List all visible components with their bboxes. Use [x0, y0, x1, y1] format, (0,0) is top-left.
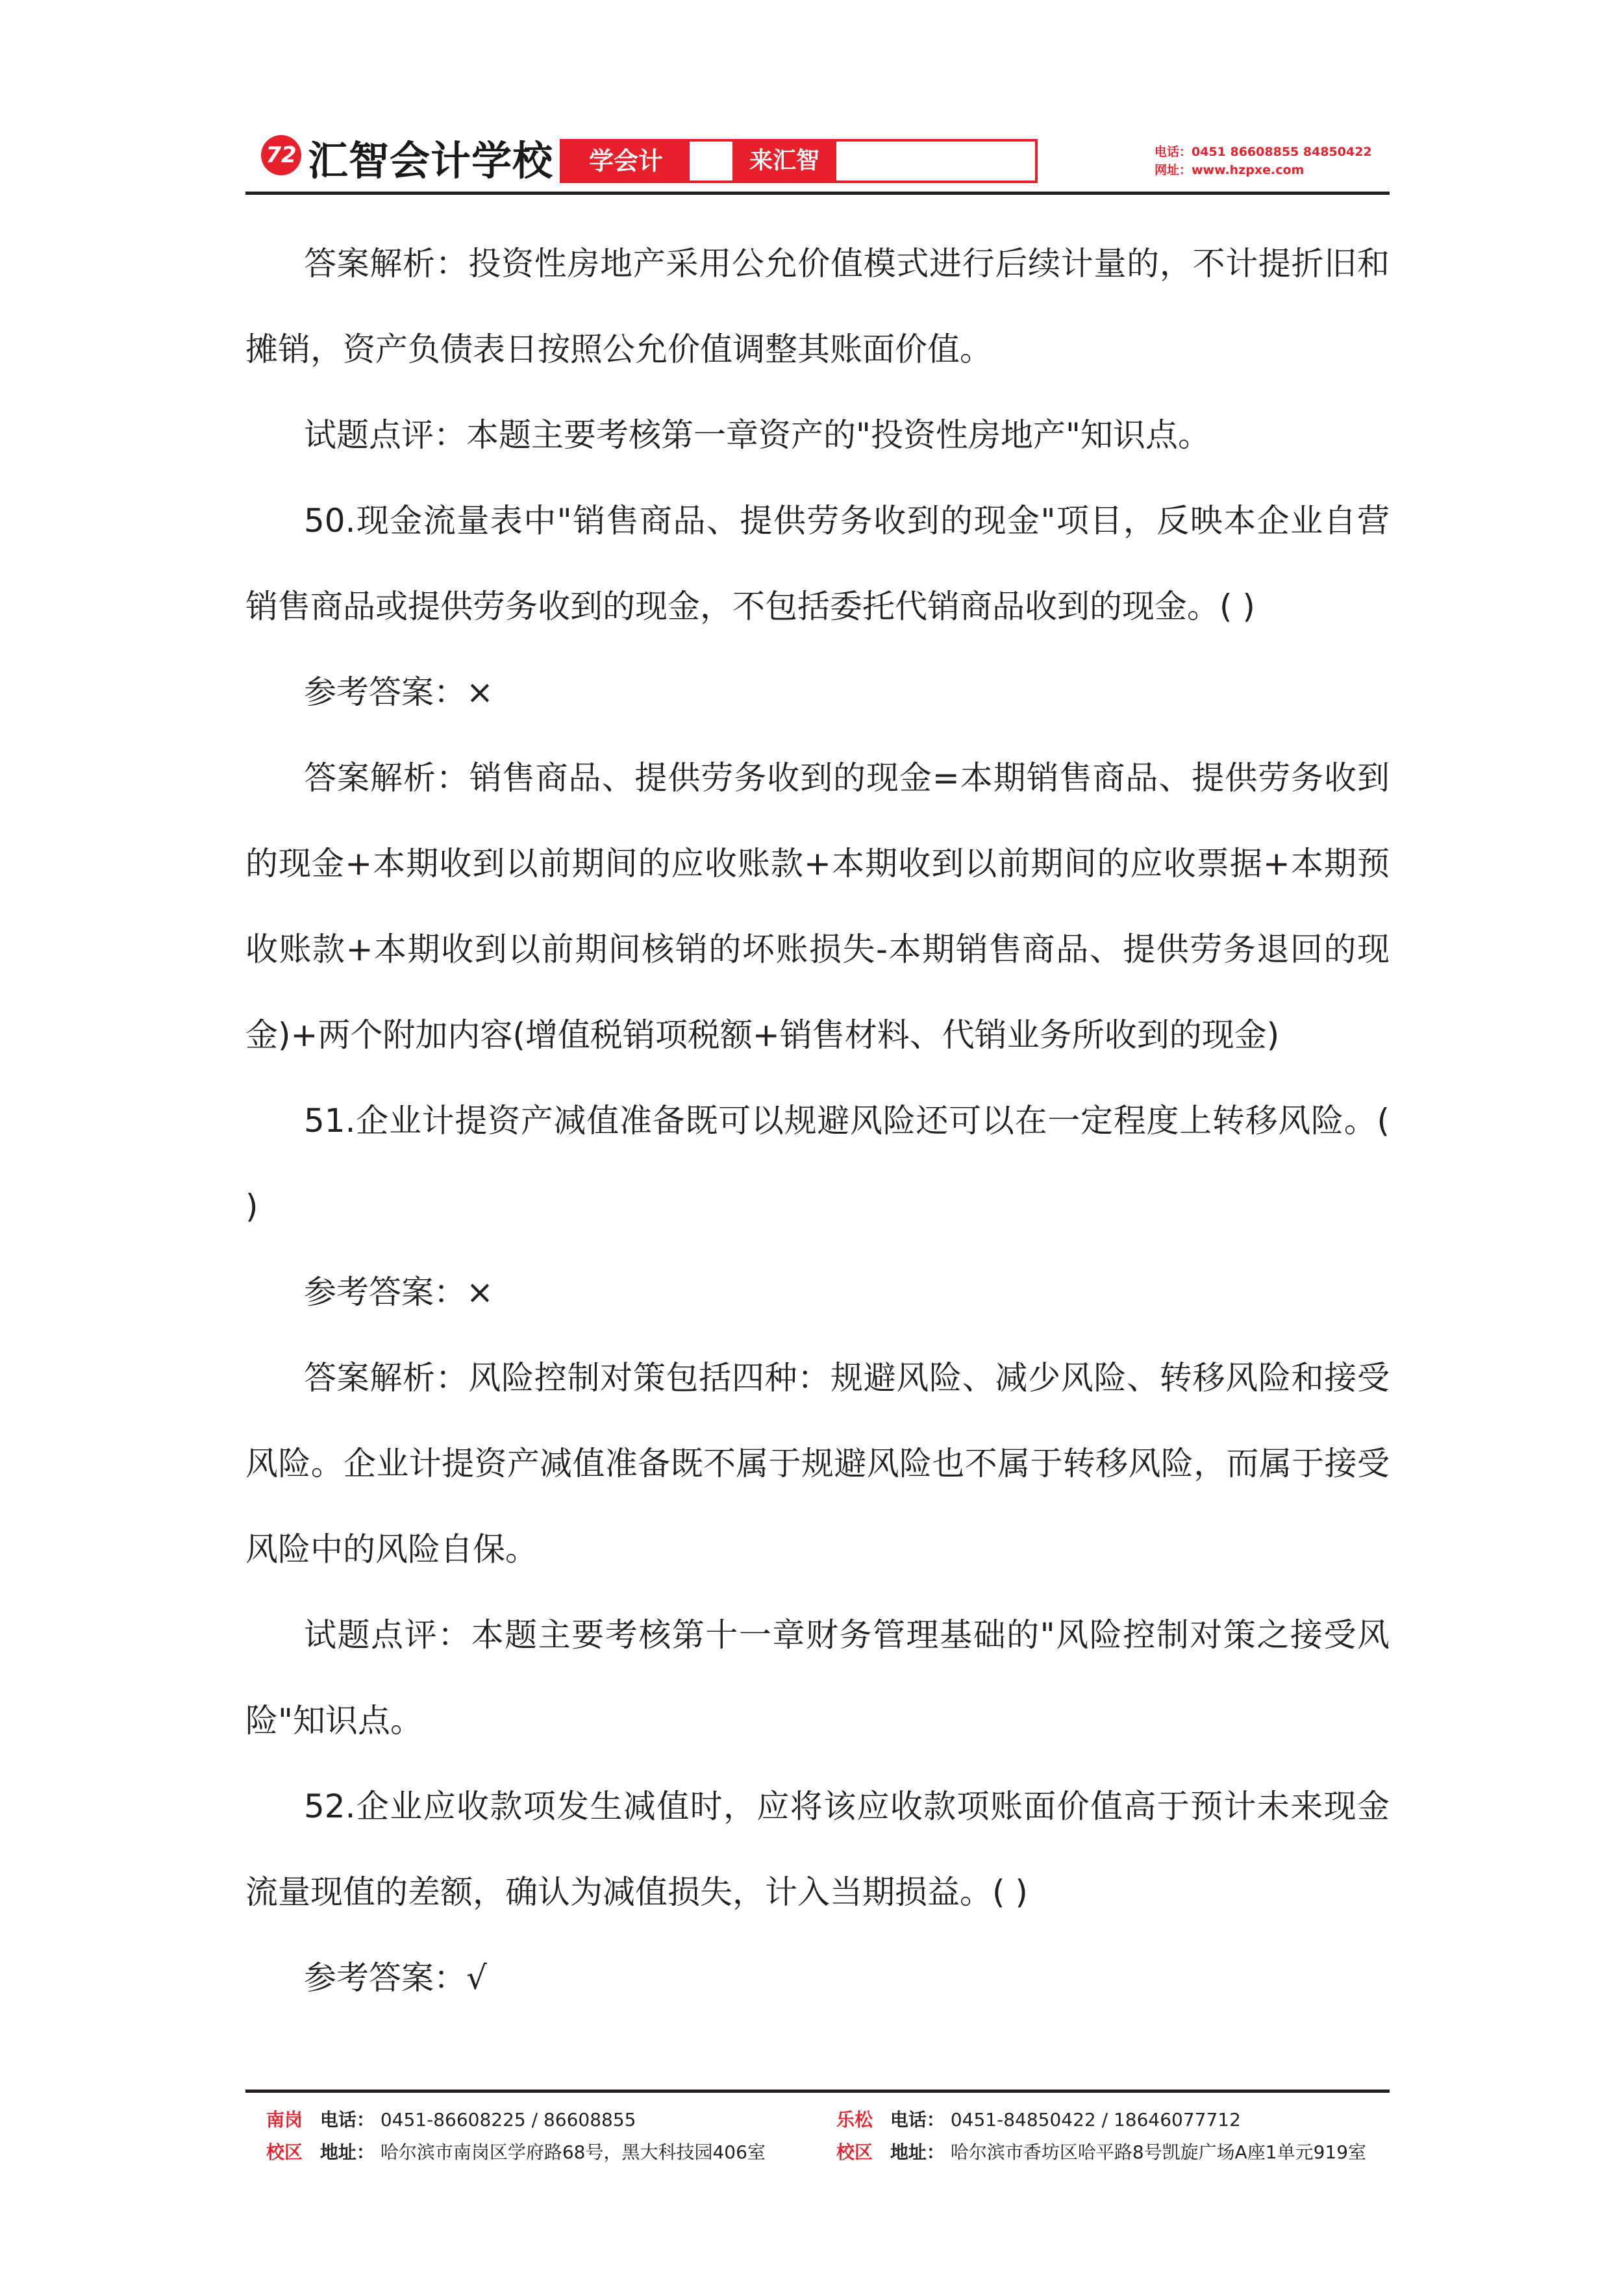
header-contact [1155, 143, 1372, 179]
footer-phone-row [836, 2104, 1366, 2136]
slogan-banner [560, 139, 1038, 183]
question-51: 51.企业计提资产减值准备既可以规避风险还可以在一定程度上转移风险。( ) [245, 1102, 1390, 1225]
school-name-logo: 汇智会计学校 [308, 137, 554, 184]
slogan-left: 学会计 [562, 142, 690, 181]
slogan-right: 来汇智 [732, 142, 836, 181]
address-text: 哈尔滨市南岗区学府路68号，黑大科技园406室 [380, 2141, 766, 2163]
question-comment-49: 试题点评：本题主要考核第一章资产的"投资性房地产"知识点。 [304, 416, 1210, 454]
phone-label: 电话： [890, 2109, 945, 2130]
footer-campus-lesong [836, 2104, 1366, 2169]
address-text: 哈尔滨市香坊区哈平路8号凯旋广场A座1单元919室 [950, 2141, 1367, 2163]
footer-divider [245, 2090, 1390, 2093]
header-phone: 电话：0451 86608855 84850422 [1155, 145, 1372, 159]
reference-answer-52: 参考答案：√ [304, 1959, 487, 1997]
answer-explanation-50: 答案解析：销售商品、提供劳务收到的现金=本期销售商品、提供劳务收到的现金+本期收到以前期间的应收账款+本期收到以前期间的应收票据+本期预收账款+本期收到以前期间核销的坏账损失-本期销售商品、提供劳务退回的现金)+两个附加内容(增值税销项税额+销售材料、代销业务所收到的现金) [245, 759, 1390, 1054]
footer-address-row [266, 2136, 766, 2169]
answer-explanation-51: 答案解析：风险控制对策包括四种：规避风险、减少风险、转移风险和接受风险。企业计提资产减值准备既不属于规避风险也不属于转移风险，而属于接受风险中的风险自保。 [245, 1359, 1390, 1568]
address-label: 地址： [319, 2141, 375, 2163]
footer-address-row [836, 2136, 1366, 2169]
campus-name: 南岗 [266, 2109, 303, 2130]
footer-campus-nangang [266, 2104, 766, 2169]
reference-answer-51: 参考答案：× [304, 1273, 493, 1311]
campus-name: 乐松 [836, 2109, 873, 2130]
campus-label: 校区 [266, 2141, 303, 2163]
address-label: 地址： [890, 2141, 945, 2163]
phone-number: 0451-84850422 / 18646077712 [950, 2109, 1241, 2130]
header-divider [245, 192, 1390, 195]
question-comment-51: 试题点评：本题主要考核第十一章财务管理基础的"风险控制对策之接受风险"知识点。 [245, 1616, 1390, 1740]
question-50: 50.现金流量表中"销售商品、提供劳务收到的现金"项目，反映本企业自营销售商品或提供劳务收到的现金，不包括委托代销商品收到的现金。( ) [245, 502, 1390, 625]
header-website: 网址：www.hzpxe.com [1155, 163, 1305, 177]
reference-answer-50: 参考答案：× [304, 673, 493, 711]
answer-explanation-49: 答案解析：投资性房地产采用公允价值模式进行后续计量的，不计提折旧和摊销，资产负债表日按照公允价值调整其账面价值。 [245, 245, 1390, 368]
page-header [245, 123, 1390, 195]
phone-label: 电话： [319, 2109, 375, 2130]
phone-number: 0451-86608225 / 86608855 [380, 2109, 636, 2130]
document-body [245, 221, 1390, 2021]
footer-phone-row [266, 2104, 766, 2136]
question-52: 52.企业应收款项发生减值时，应将该应收款项账面价值高于预计未来现金流量现值的差额，确认为减值损失，计入当期损益。( ) [245, 1788, 1390, 1911]
logo-badge: 72 [261, 135, 301, 175]
campus-label: 校区 [836, 2141, 873, 2163]
